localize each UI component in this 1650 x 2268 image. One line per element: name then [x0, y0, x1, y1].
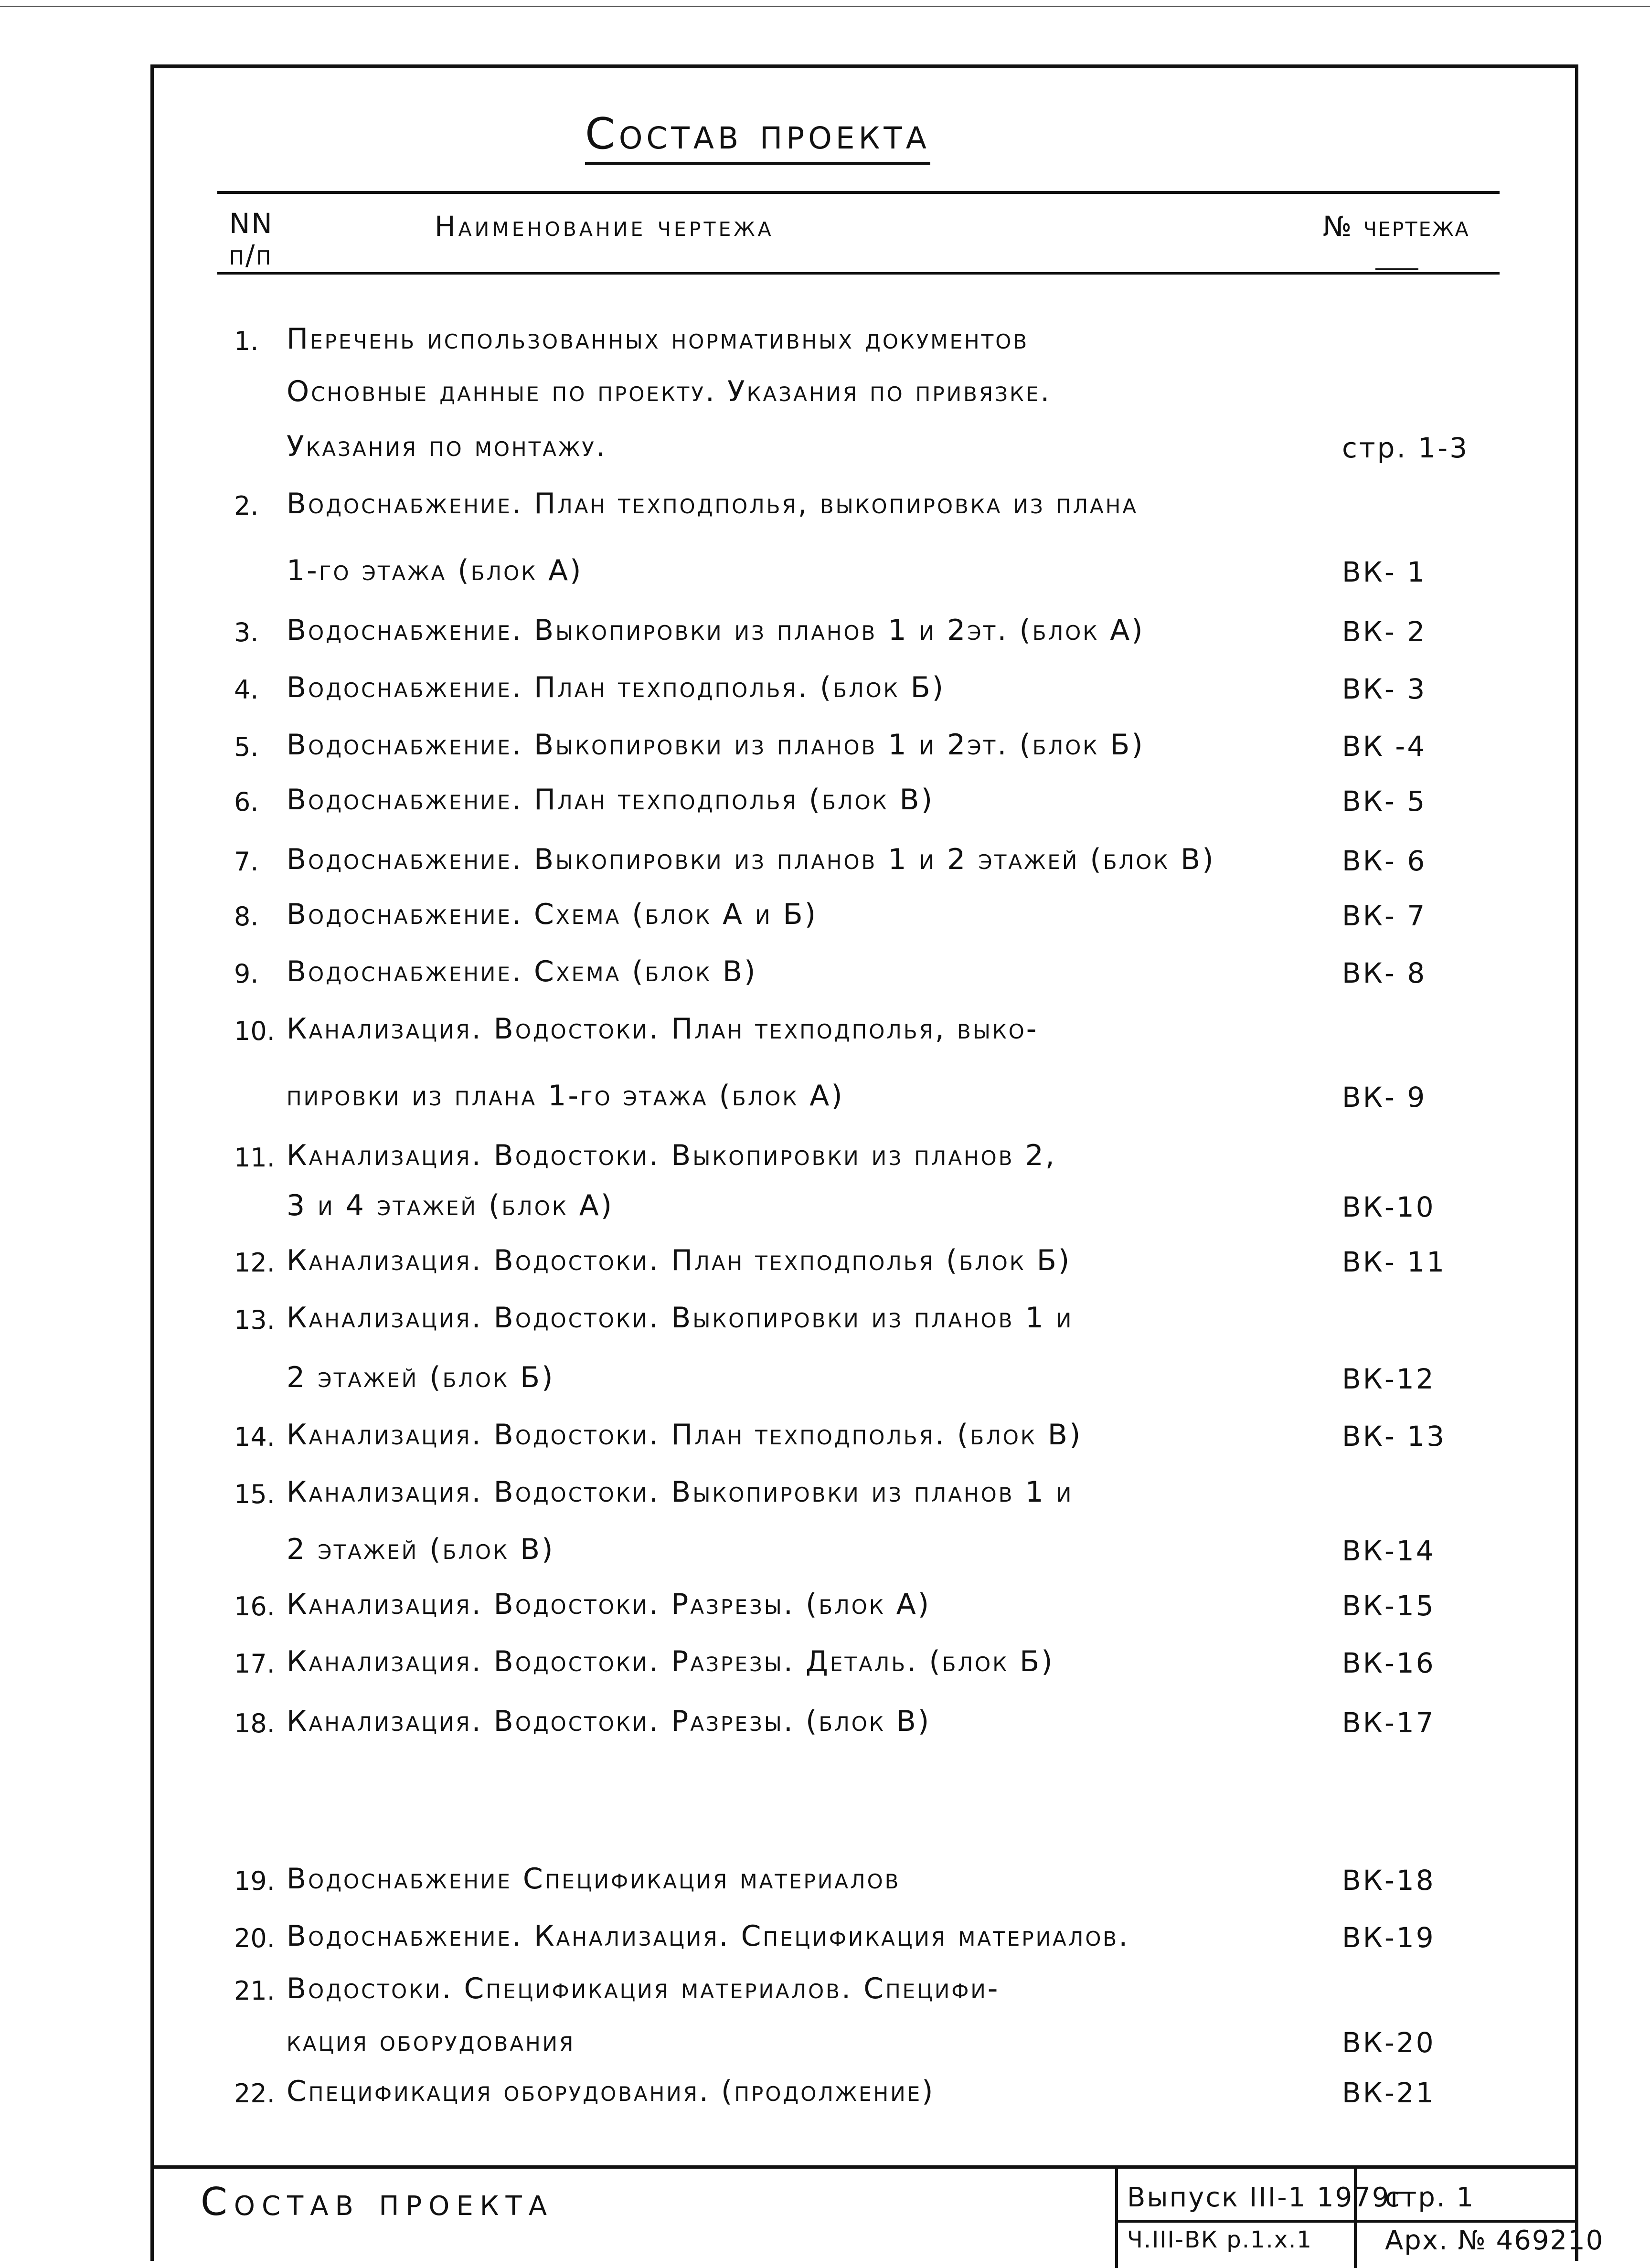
- list-item-number: 2.: [234, 491, 259, 521]
- list-item-text: Канализация. Водостоки. План техподполья. (блок В): [287, 1418, 1083, 1452]
- list-item-number: 15.: [234, 1479, 275, 1509]
- list-item-number: 17.: [234, 1649, 275, 1679]
- list-item-text: Спецификация оборудования. (продолжение): [287, 2075, 935, 2108]
- list-item-text: Водоснабжение. Канализация. Спецификация материалов.: [287, 1919, 1130, 1953]
- list-item-text: 2 этажей (блок Б): [287, 1361, 555, 1394]
- list-item-text: Водоснабжение. Схема (блок В): [287, 955, 757, 988]
- list-item-number: 20.: [234, 1923, 275, 1953]
- list-item-number: 6.: [234, 787, 259, 817]
- list-item-text: пировки из плана 1-го этажа (блок А): [287, 1079, 844, 1113]
- title-block-archive: Арх. № 469210: [1385, 2225, 1604, 2256]
- list-item-text: Канализация. Водостоки. План техподполья (блок Б): [287, 1244, 1072, 1277]
- header-number-line2: п/п: [229, 239, 273, 271]
- list-item-number: 14.: [234, 1422, 275, 1452]
- list-item-text: Основные данные по проекту. Указания по привязке.: [287, 375, 1052, 408]
- list-item-number: 1.: [234, 326, 259, 356]
- list-item-text: Водоснабжение. Выкопировки из планов 1 и 2эт. (блок А): [287, 614, 1145, 647]
- list-item-text: Канализация. Водостоки. Разрезы. Деталь. (блок Б): [287, 1645, 1054, 1678]
- list-item-text: Водоснабжение. Выкопировки из планов 1 и 2эт. (блок Б): [287, 728, 1145, 762]
- list-item-number: 11.: [234, 1143, 275, 1173]
- list-item-drawing-code: ВК- 9: [1342, 1081, 1427, 1113]
- list-item-drawing-code: ВК -4: [1342, 730, 1427, 763]
- list-item-number: 16.: [234, 1591, 275, 1622]
- list-item-text: Водоснабжение. План техподполья, выкопировка из плана: [287, 487, 1139, 520]
- title-block-divider-1: [1115, 2169, 1118, 2268]
- list-item-drawing-code: ВК- 1: [1342, 556, 1427, 588]
- list-item-number: 9.: [234, 959, 259, 989]
- list-item-number: 13.: [234, 1305, 275, 1335]
- header-drawing-column: № чертежа: [1323, 210, 1470, 243]
- list-item-text: 2 этажей (блок В): [287, 1533, 555, 1566]
- list-item-number: 22.: [234, 2078, 275, 2109]
- list-item-drawing-code: стр. 1-3: [1342, 432, 1469, 464]
- list-item-text: Водостоки. Спецификация материалов. Специфи-: [287, 1972, 1000, 2005]
- title-block-code: Ч.III-ВК р.1.х.1: [1127, 2226, 1312, 2253]
- list-item-drawing-code: ВК-14: [1342, 1535, 1436, 1567]
- list-item-drawing-code: ВК- 7: [1342, 900, 1427, 932]
- list-item-text: Канализация. Водостоки. Разрезы. (блок В): [287, 1705, 931, 1738]
- list-item-drawing-code: ВК-19: [1342, 1921, 1436, 1954]
- list-item-drawing-code: ВК-10: [1342, 1191, 1436, 1223]
- list-item-text: Канализация. Водостоки. Выкопировки из планов 1 и: [287, 1475, 1074, 1509]
- list-item-text: Водоснабжение. План техподполья (блок В): [287, 783, 935, 816]
- list-item-number: 12.: [234, 1248, 275, 1278]
- list-item-drawing-code: ВК-20: [1342, 2026, 1436, 2059]
- list-item-number: 5.: [234, 732, 259, 762]
- list-item-text: Водоснабжение Спецификация материалов: [287, 1862, 901, 1896]
- list-item-drawing-code: ВК-16: [1342, 1647, 1436, 1679]
- list-item-text: 3 и 4 этажей (блок А): [287, 1189, 614, 1222]
- list-item-drawing-code: ВК- 8: [1342, 957, 1427, 989]
- list-item-drawing-code: ВК- 13: [1342, 1420, 1447, 1452]
- list-item-number: 21.: [234, 1976, 275, 2006]
- list-item-text: Канализация. Водостоки. Выкопировки из планов 2,: [287, 1139, 1056, 1172]
- title-block-page: стр. 1: [1385, 2182, 1475, 2213]
- title-block-issue: Выпуск III-1 1979г: [1127, 2182, 1406, 2213]
- list-item-text: Водоснабжение. Выкопировки из планов 1 и 2 этажей (блок В): [287, 843, 1215, 876]
- list-item-number: 3.: [234, 617, 259, 647]
- list-item-drawing-code: ВК-18: [1342, 1864, 1436, 1897]
- header-name-column: Наименование чертежа: [435, 210, 774, 243]
- page-title: Состав проекта: [585, 109, 930, 165]
- list-item-drawing-code: ВК- 3: [1342, 673, 1427, 705]
- list-item-number: 4.: [234, 675, 259, 705]
- list-item-drawing-code: ВК-12: [1342, 1363, 1436, 1395]
- header-number-line1: NN: [229, 207, 274, 240]
- list-item-text: Перечень использованных нормативных документов: [287, 322, 1029, 356]
- list-item-number: 8.: [234, 901, 259, 932]
- list-item-number: 19.: [234, 1866, 275, 1896]
- list-item-drawing-code: ВК- 2: [1342, 615, 1427, 648]
- list-item-text: Канализация. Водостоки. Выкопировки из планов 1 и: [287, 1301, 1074, 1335]
- list-item-text: Водоснабжение. План техподполья. (блок Б): [287, 671, 946, 704]
- list-item-text: Канализация. Водостоки. План техподполья, выко-: [287, 1012, 1039, 1046]
- list-item-number: 7.: [234, 847, 259, 877]
- list-item-number: 10.: [234, 1016, 275, 1046]
- list-item-text: кация оборудования: [287, 2024, 575, 2058]
- list-item-drawing-code: ВК-21: [1342, 2077, 1436, 2109]
- title-block-main-text: Состав проекта: [201, 2180, 554, 2224]
- list-item-drawing-code: ВК- 6: [1342, 845, 1427, 877]
- title-block-mid-rule: [1115, 2220, 1578, 2223]
- list-item-drawing-code: ВК- 11: [1342, 1246, 1447, 1278]
- list-item-number: 18.: [234, 1708, 275, 1738]
- list-item-text: Канализация. Водостоки. Разрезы. (блок А): [287, 1588, 931, 1621]
- list-item-text: Указания по монтажу.: [287, 430, 607, 463]
- list-item-drawing-code: ВК- 5: [1342, 785, 1427, 817]
- list-item-drawing-code: ВК-17: [1342, 1706, 1436, 1739]
- list-item-drawing-code: ВК-15: [1342, 1590, 1436, 1622]
- list-item-text: 1-го этажа (блок А): [287, 554, 583, 587]
- list-item-text: Водоснабжение. Схема (блок А и Б): [287, 898, 818, 931]
